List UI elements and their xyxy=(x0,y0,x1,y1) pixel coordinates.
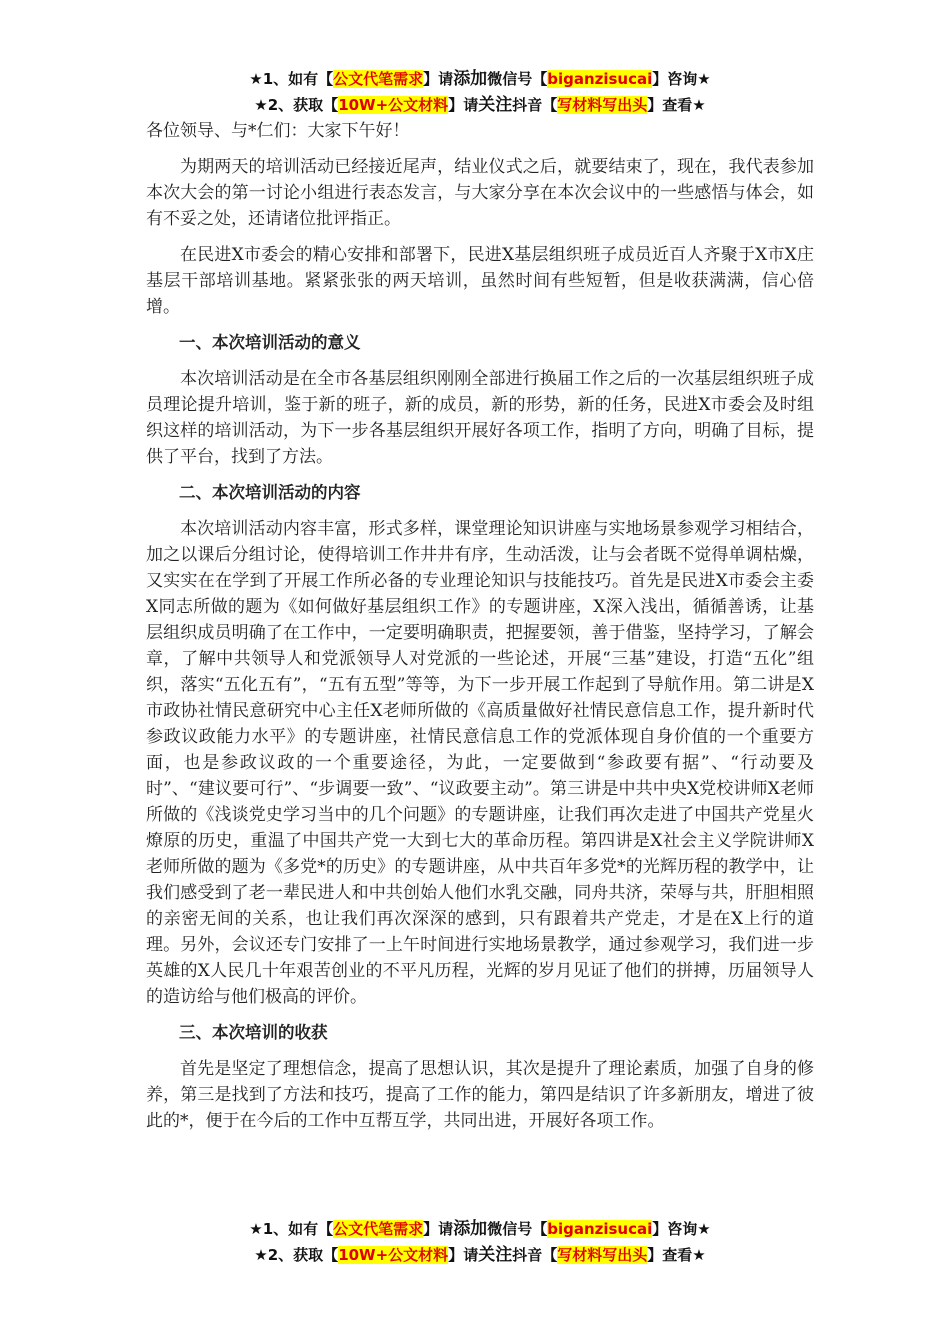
promo-text: 】咨询★ xyxy=(652,70,711,88)
promo-text: 抖音【 xyxy=(512,1246,558,1264)
paragraph-content: 本次培训活动内容丰富，形式多样，课堂理论知识讲座与实地场景参观学习相结合，加之以课后分组讨论，使得培训工作井井有序，生动活泼，让与会者既不觉得单调枯燥，又实实在在学到了开展工作所必备的专业理论知识与技能技巧。首先是民进X市委会主委X同志所做的题为《如何做好基层组织工作》的专题讲座，X深入浅出，循循善诱，让基层组织成员明确了在工作中，一定要明确职责，把握要领，善于借鉴，坚持学习，了解会章，了解中共领导人和党派领导人对党派的一些论述，开展“三基”建设，打造“五化”组织，落实“五化五有”，“五有五型”等等，为下一步开展工作起到了导航作用。第二讲是X市政协社情民意研究中心主任X老师所做的《高质量做好社情民意信息工作，提升新时代参政议政能力水平》的专题讲座，社情民意信息工作的党派体现自身价值的一个重要方面，也是参政议政的一个重要途径，为此，一定要做到“参政要有据”、“行动要及时”、“建议要可行”、“步调要一致”、“议政要主动”。第三讲是中共中央X党校讲师X老师所做的《浅谈党史学习当中的几个问题》的专题讲座，让我们再次走进了中国共产党星火燎原的历史，重温了中国共产党一大到七大的革命历程。第四讲是X社会主义学院讲师X老师所做的题为《多党*的历史》的专题讲座，从中共百年多党*的光辉历程的教学中，让我们感受到了老一辈民进人和中共创始人他们水乳交融，同舟共济，荣辱与共，肝胆相照的亲密无间的关系，也让我们再次深深的感到，只有跟着共产党走，才是在X上行的道理。另外，会议还专门安排了一上午时间进行实地场景教学，通过参观学习，我们进一步英雄的X人民几十年艰苦创业的不平凡历程，光辉的岁月见证了他们的拼搏，历届领导人的造访给与他们极高的评价。 xyxy=(146,519,814,1007)
promo-text: 微信号【 xyxy=(487,1220,548,1238)
promo-emphasis: 关注 xyxy=(478,1245,513,1265)
promo-text: 】请 xyxy=(423,70,454,88)
section-heading-1: 一、本次培训活动的意义 xyxy=(179,333,361,352)
promo-text: 微信号【 xyxy=(487,70,548,88)
promo-emphasis: 添加 xyxy=(453,69,488,89)
promo-text: 】请 xyxy=(423,1220,454,1238)
paragraph-gains: 首先是坚定了理想信念，提高了思想认识，其次是提升了理论素质，加强了自身的修养，第三是找到了方法和技巧，提高了工作的能力，第四是结识了许多新朋友，增进了彼此的*，便于在今后的工作中互帮互学，共同出进，开展好各项工作。 xyxy=(146,1059,814,1131)
promo-highlight-wechat-id: biganzisucai xyxy=(547,70,653,88)
paragraph-significance: 本次培训活动是在全市各基层组织刚刚全部进行换届工作之后的一次基层组织班子成员理论提升培训，鉴于新的班子，新的成员，新的形势，新的任务，民进X市委会及时组织这样的培训活动，为下一步各基层组织开展好各项工作，指明了方向，明确了目标，提供了平台，找到了方法。 xyxy=(146,369,814,467)
promo-text: 】请 xyxy=(448,1246,479,1264)
paragraph-intro: 为期两天的培训活动已经接近尾声，结业仪式之后，就要结束了，现在，我代表参加本次大会的第一讨论小组进行表态发言，与大家分享在本次会议中的一些感悟与体会，如有不妥之处，还请诸位批评指正。 xyxy=(146,157,814,229)
promo-highlight: 公文代笔需求 xyxy=(333,1220,424,1238)
promo-text: ★1、如有【 xyxy=(249,1220,334,1238)
promo-line-2 xyxy=(146,1242,814,1268)
promo-highlight-douyin: 写材料写出头 xyxy=(557,1246,648,1264)
document-page xyxy=(146,66,814,1134)
promo-line-2 xyxy=(146,92,814,118)
promo-text: ★1、如有【 xyxy=(249,70,334,88)
promo-text: 】咨询★ xyxy=(652,1220,711,1238)
promo-text: 】请 xyxy=(448,96,479,114)
promo-highlight-wechat-id: biganzisucai xyxy=(547,1220,653,1238)
promo-banner-bottom xyxy=(146,1216,814,1268)
promo-highlight: 公文代笔需求 xyxy=(333,70,424,88)
section-heading-2: 二、本次培训活动的内容 xyxy=(179,483,361,502)
promo-text: ★2、获取【 xyxy=(254,96,339,114)
paragraph-context: 在民进X市委会的精心安排和部署下，民进X基层组织班子成员近百人齐聚于X市X庄基层干部培训基地。紧紧张张的两天培训，虽然时间有些短暂，但是收获满满，信心倍增。 xyxy=(146,245,814,317)
promo-text: 】查看★ xyxy=(647,1246,706,1264)
promo-text: 】查看★ xyxy=(647,96,706,114)
promo-line-1 xyxy=(146,66,814,92)
promo-text: ★2、获取【 xyxy=(254,1246,339,1264)
promo-text: 抖音【 xyxy=(512,96,558,114)
promo-line-1 xyxy=(146,1216,814,1242)
section-heading-3: 三、本次培训的收获 xyxy=(179,1023,328,1042)
promo-highlight: 10W+公文材料 xyxy=(338,96,449,114)
promo-banner-top xyxy=(146,66,814,118)
promo-emphasis: 添加 xyxy=(453,1219,488,1239)
promo-emphasis: 关注 xyxy=(478,95,513,115)
promo-highlight-douyin: 写材料写出头 xyxy=(557,96,648,114)
promo-highlight: 10W+公文材料 xyxy=(338,1246,449,1264)
greeting: 各位领导、与*仁们：大家下午好！ xyxy=(146,121,410,141)
